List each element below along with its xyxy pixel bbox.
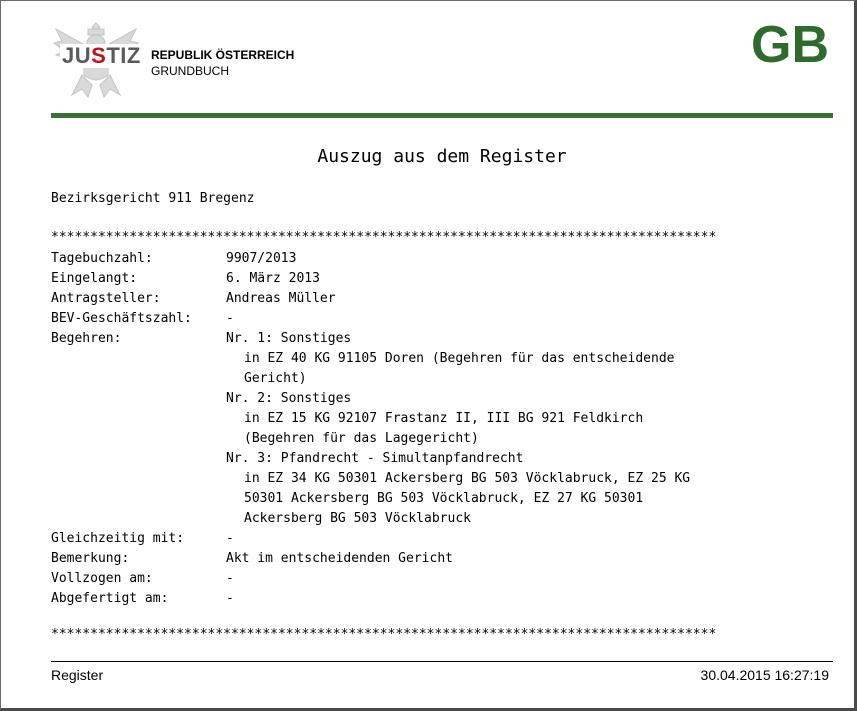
- field-label: Gleichzeitig mit:: [51, 531, 185, 546]
- justiz-logo: JUSTIZ: [62, 43, 141, 68]
- field-value: -: [226, 591, 234, 606]
- header-republic: REPUBLIK ÖSTERREICH: [151, 48, 295, 62]
- begehren-item-line: Ackersberg BG 503 Vöcklabruck: [244, 511, 471, 526]
- field-label: Vollzogen am:: [51, 571, 153, 586]
- field-label: Tagebuchzahl:: [51, 251, 153, 266]
- begehren-item-line: 50301 Ackersberg BG 503 Vöcklabruck, EZ 27 KG 50301: [244, 491, 644, 506]
- footer-divider: [51, 661, 833, 662]
- footer-timestamp: 30.04.2015 16:27:19: [700, 667, 829, 683]
- court-name: Bezirksgericht 911 Bregenz: [51, 191, 255, 206]
- begehren-item-head: Nr. 3: Pfandrecht - Simultanpfandrecht: [226, 451, 524, 466]
- field-label: Antragsteller:: [51, 291, 161, 306]
- field-value: -: [226, 531, 234, 546]
- field-value: Akt im entscheidenden Gericht: [226, 551, 453, 566]
- separator-top: *************************************************************************************: [51, 231, 717, 245]
- begehren-item-line: (Begehren für das Lagegericht): [244, 431, 479, 446]
- begehren-item-line: Gericht): [244, 371, 307, 386]
- field-value: 6. März 2013: [226, 271, 320, 286]
- begehren-item-head: Nr. 1: Sonstiges: [226, 331, 352, 346]
- field-label: BEV-Geschäftszahl:: [51, 311, 192, 326]
- field-label: Begehren:: [51, 331, 122, 346]
- begehren-item-line: in EZ 15 KG 92107 Frastanz II, III BG 921 Feldkirch: [244, 411, 644, 426]
- field-value: 9907/2013: [226, 251, 297, 266]
- page-title: Auszug aus dem Register: [317, 146, 567, 167]
- begehren-item-line: in EZ 34 KG 50301 Ackersberg BG 503 Vöcklabruck, EZ 25 KG: [244, 471, 691, 486]
- field-label: Bemerkung:: [51, 551, 130, 566]
- gb-badge: GB: [751, 16, 829, 74]
- field-value: Andreas Müller: [226, 291, 336, 306]
- field-label: Abgefertigt am:: [51, 591, 169, 606]
- header-divider: [51, 113, 833, 118]
- begehren-item-line: in EZ 40 KG 91105 Doren (Begehren für das entscheidende: [244, 351, 675, 366]
- begehren-item-head: Nr. 2: Sonstiges: [226, 391, 352, 406]
- field-label: Eingelangt:: [51, 271, 138, 286]
- field-value: -: [226, 311, 234, 326]
- separator-bottom: *************************************************************************************: [51, 628, 717, 642]
- header-registry: GRUNDBUCH: [151, 64, 229, 78]
- footer-label: Register: [51, 667, 104, 683]
- field-value: -: [226, 571, 234, 586]
